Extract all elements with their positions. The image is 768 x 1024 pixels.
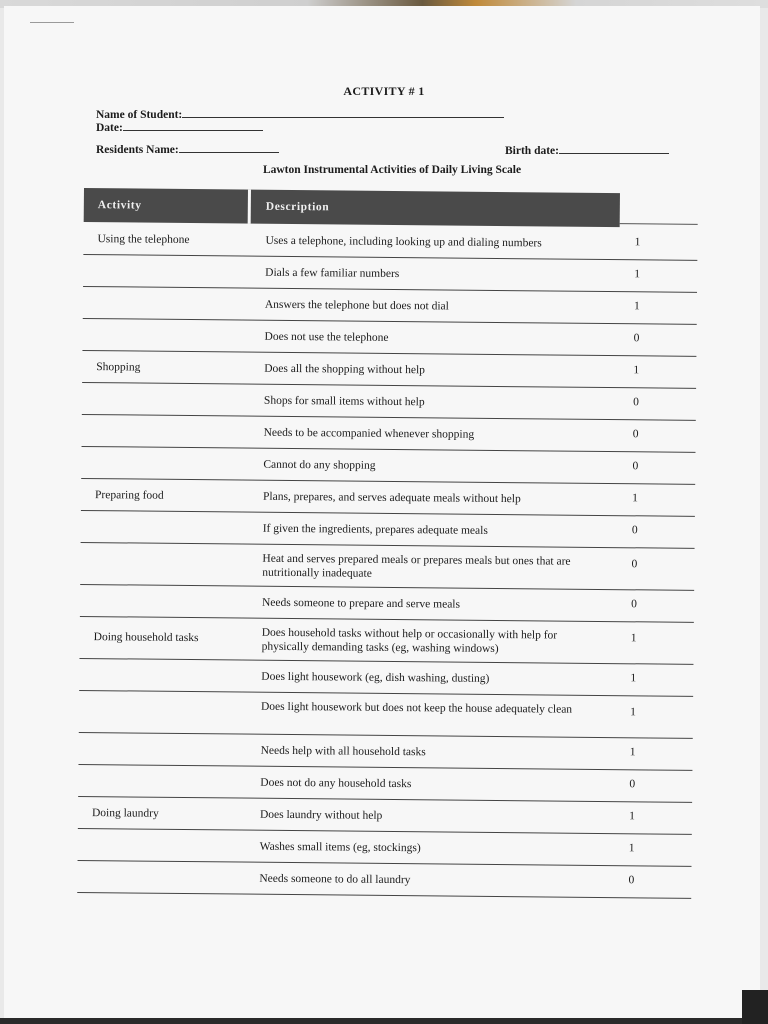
description-cell: Does household tasks without help or occasionally with help for physically demanding tasks (eg, washing windows)	[261, 626, 558, 656]
table-row	[79, 690, 693, 738]
score-cell: 0	[631, 524, 638, 537]
activity-cell: Shopping	[96, 361, 141, 374]
page-mark	[30, 22, 74, 23]
score-cell: 1	[629, 810, 635, 823]
score-cell: 0	[631, 558, 638, 571]
score-cell: 1	[634, 268, 641, 281]
activity-cell: Doing household tasks	[93, 631, 199, 645]
description-cell: Uses a telephone, including looking up and dialing numbers	[265, 234, 542, 250]
birth-date-label: Birth date:	[505, 145, 559, 157]
scale-title: Lawton Instrumental Activities of Daily Living Scale	[262, 164, 522, 176]
description-cell: Does laundry without help	[259, 808, 383, 822]
description-cell: Needs someone to do all laundry	[259, 872, 411, 887]
description-cell: Needs to be accompanied whenever shopping	[263, 426, 475, 441]
description-cell: Heat and serves prepared meals or prepares meals but ones that are nutritionally inadequate	[262, 552, 571, 580]
lawton-table	[77, 188, 698, 904]
residents-name-line	[179, 143, 279, 153]
row-divider	[77, 892, 691, 899]
date-label: Date:	[96, 122, 123, 134]
description-cell: Does all the shopping without help	[264, 362, 425, 377]
header-activity: Activity	[97, 199, 142, 212]
description-cell: Does not do any household tasks	[260, 776, 412, 791]
description-cell: Answers the telephone but does not dial	[264, 298, 449, 313]
residents-name-label: Residents Name:	[96, 144, 179, 156]
description-cell: Needs someone to prepare and serve meals	[261, 596, 461, 611]
date-field	[96, 121, 263, 134]
student-name-field	[96, 108, 504, 121]
description-cell: Needs help with all household tasks	[260, 744, 426, 759]
score-cell: 0	[629, 778, 636, 791]
score-cell: 0	[633, 396, 639, 409]
score-cell: 1	[630, 706, 636, 719]
description-cell: Dials a few familiar numbers	[265, 266, 400, 281]
score-cell: 1	[628, 842, 635, 855]
table-row	[80, 542, 694, 590]
description-cell: Does light housework but does not keep the house adequately clean	[260, 700, 573, 716]
description-cell: Plans, prepares, and serves adequate meals without help	[262, 490, 521, 506]
table-row	[77, 860, 691, 898]
description-cell: If given the ingredients, prepares adequate meals	[262, 522, 488, 537]
score-cell: 1	[630, 672, 637, 685]
score-cell: 0	[631, 598, 637, 611]
description-cell: Cannot do any shopping	[263, 458, 376, 472]
description-cell: Shops for small items without help	[263, 394, 425, 409]
score-cell: 1	[633, 364, 640, 377]
residents-name-field	[96, 143, 279, 156]
student-name-label: Name of Student:	[96, 109, 183, 121]
score-cell: 1	[629, 746, 636, 759]
description-cell: Does not use the telephone	[264, 330, 389, 344]
score-cell: 1	[630, 632, 637, 645]
photo-bottom-edge	[0, 1018, 768, 1024]
score-cell: 1	[632, 492, 638, 505]
activity-cell: Doing laundry	[91, 807, 159, 820]
birth-date-line	[559, 144, 669, 154]
date-line	[123, 121, 263, 131]
table-row	[79, 616, 693, 664]
score-cell: 0	[628, 874, 635, 887]
activity-cell: Using the telephone	[97, 233, 190, 247]
page-title: ACTIVITY # 1	[343, 84, 425, 98]
score-cell: 0	[633, 332, 640, 345]
student-name-line	[182, 108, 504, 118]
score-cell: 0	[632, 428, 639, 441]
score-cell: 0	[632, 460, 639, 473]
score-cell: 1	[633, 300, 640, 313]
header-score-line	[620, 223, 698, 225]
header-separator	[248, 190, 251, 224]
description-cell: Does light housework (eg, dish washing, dusting)	[261, 670, 490, 685]
photo-corner	[742, 990, 768, 1024]
activity-cell: Preparing food	[94, 489, 164, 502]
description-cell: Washes small items (eg, stockings)	[259, 840, 421, 855]
table-header	[84, 188, 620, 227]
birth-date-field	[505, 144, 669, 157]
header-description: Description	[265, 200, 330, 214]
score-cell: 1	[634, 236, 641, 249]
